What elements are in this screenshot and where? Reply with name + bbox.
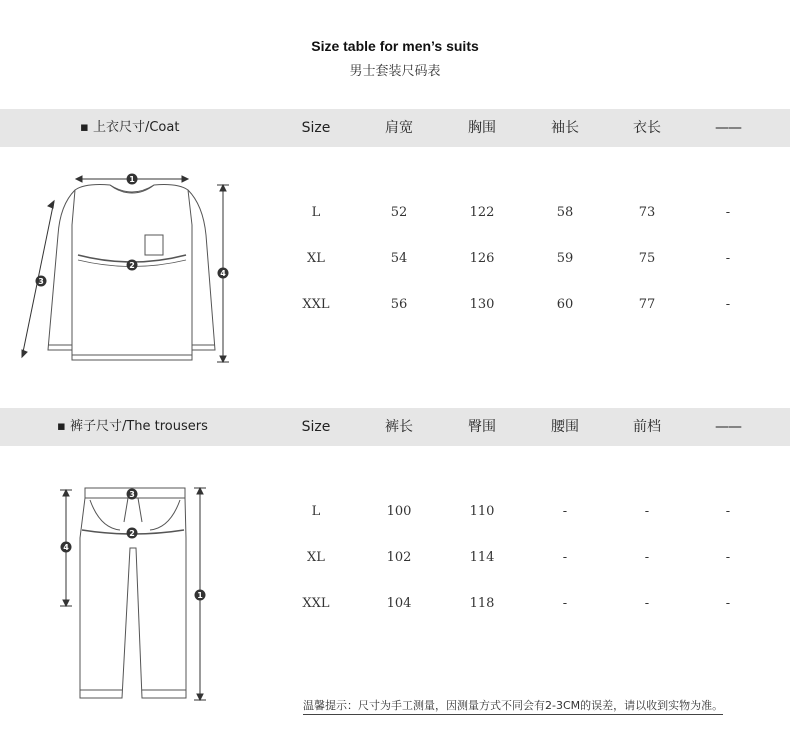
coat-section-label: ▪ 上衣尺寸/Coat: [80, 120, 180, 135]
trousers-cell: -: [562, 504, 568, 519]
trousers-col-blank: ——: [715, 419, 741, 435]
trousers-marker-2-label: 2: [129, 529, 135, 538]
coat-col-sleeve: 袖长: [551, 120, 579, 136]
trousers-marker-1-label: 1: [197, 591, 203, 600]
trousers-section-label: ▪ 裤子尺寸/The trousers: [57, 419, 208, 434]
trousers-cell: 114: [469, 550, 495, 565]
trousers-cell: 100: [386, 504, 412, 519]
trousers-cell: -: [562, 596, 568, 611]
trousers-marker-4-label: 4: [63, 543, 69, 552]
coat-col-chest: 胸围: [468, 120, 496, 136]
trousers-cell: 102: [386, 550, 412, 565]
coat-cell: -: [725, 251, 731, 266]
trousers-col-length: 裤长: [385, 419, 413, 435]
coat-cell: 58: [556, 205, 574, 220]
trousers-col-hip: 臀围: [468, 419, 496, 435]
trousers-cell: L: [311, 504, 321, 519]
trousers-cell: 110: [469, 504, 495, 519]
coat-cell: 54: [390, 251, 408, 266]
trousers-cell: -: [644, 596, 650, 611]
measurement-note: 温馨提示：尺寸为手工测量，因测量方式不同会有2-3CM的误差，请以收到实物为准。: [303, 697, 723, 715]
coat-marker-4-label: 4: [220, 269, 226, 278]
coat-cell: 126: [469, 251, 495, 266]
coat-row: [0, 295, 790, 315]
trousers-row: [0, 594, 790, 614]
coat-cell: 77: [638, 297, 656, 312]
coat-cell: XL: [307, 251, 325, 266]
coat-cell: 52: [390, 205, 408, 220]
trousers-row: [0, 548, 790, 568]
coat-cell: -: [725, 205, 731, 220]
coat-cell: 56: [390, 297, 408, 312]
trousers-col-size: Size: [301, 419, 331, 435]
trousers-row: [0, 502, 790, 522]
trousers-col-rise: 前档: [633, 419, 661, 435]
coat-cell: -: [725, 297, 731, 312]
coat-col-size: Size: [301, 120, 331, 136]
trousers-marker-3-label: 3: [129, 490, 135, 499]
coat-cell: 122: [469, 205, 495, 220]
trousers-col-waist: 腰围: [551, 419, 579, 435]
coat-row: [0, 203, 790, 223]
trousers-cell: -: [644, 504, 650, 519]
trousers-cell: 104: [386, 596, 412, 611]
coat-col-length: 衣长: [633, 120, 661, 136]
trousers-cell: -: [562, 550, 568, 565]
coat-col-blank: ——: [715, 120, 741, 136]
trousers-header-band: [0, 408, 790, 446]
page-subtitle: 男士套装尺码表: [349, 64, 441, 79]
trousers-cell: 118: [469, 596, 495, 611]
coat-cell: 59: [556, 251, 574, 266]
coat-sketch: [10, 165, 250, 375]
page-title: Size table for men’s suits: [311, 38, 479, 54]
trousers-cell: XL: [307, 550, 325, 565]
coat-cell: L: [311, 205, 321, 220]
coat-marker-1-label: 1: [129, 175, 135, 184]
coat-marker-3-label: 3: [38, 277, 44, 286]
coat-cell: XXL: [302, 297, 330, 312]
coat-header-band: [0, 109, 790, 147]
coat-col-shoulder: 肩宽: [385, 120, 413, 136]
coat-cell: 130: [469, 297, 495, 312]
trousers-cell: -: [725, 504, 731, 519]
trousers-cell: -: [644, 550, 650, 565]
trousers-cell: -: [725, 550, 731, 565]
coat-cell: 73: [638, 205, 656, 220]
coat-marker-2-label: 2: [129, 261, 135, 270]
coat-row: [0, 249, 790, 269]
trousers-cell: -: [725, 596, 731, 611]
trousers-cell: XXL: [302, 596, 330, 611]
coat-cell: 60: [556, 297, 574, 312]
coat-cell: 75: [638, 251, 656, 266]
